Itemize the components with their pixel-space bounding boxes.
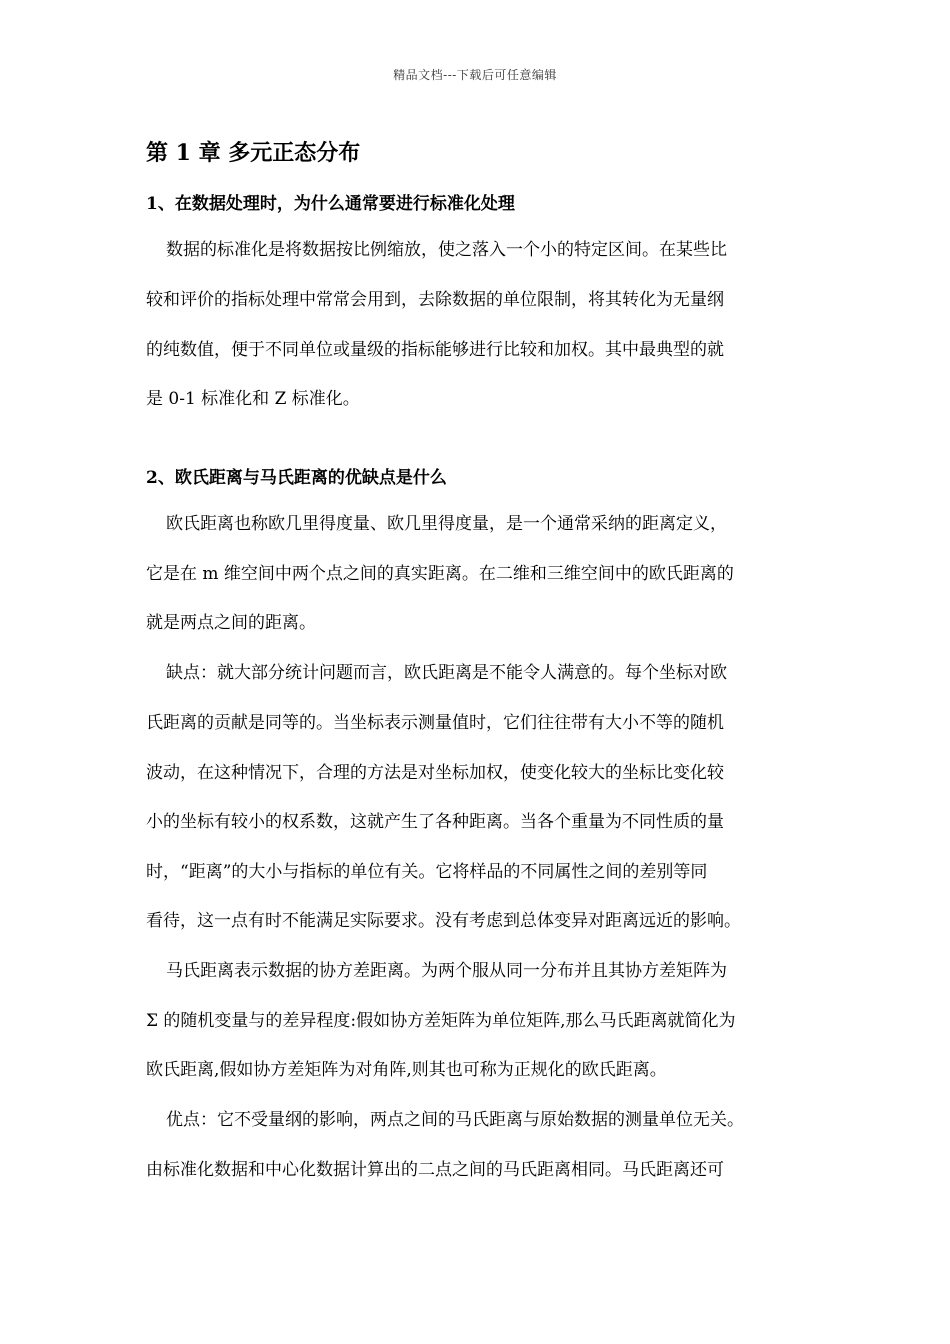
- paragraph-line: 缺点：就大部分统计问题而言，欧氏距离是不能令人满意的。每个坐标对欧: [166, 663, 727, 683]
- paragraph-line: 看待，这一点有时不能满足实际要求。没有考虑到总体变异对距离远近的影响。: [146, 911, 741, 931]
- paragraph-line: 欧氏距离,假如协方差矩阵为对角阵,则其也可称为正规化的欧氏距离。: [146, 1060, 667, 1080]
- paragraph-line: 小的坐标有较小的权系数，这就产生了各种距离。当各个重量为不同性质的量: [146, 812, 724, 832]
- paragraph-line: 较和评价的指标处理中常常会用到，去除数据的单位限制，将其转化为无量纲: [146, 290, 724, 310]
- paragraph-line: 优点：它不受量纲的影响，两点之间的马氏距离与原始数据的测量单位无关。: [166, 1110, 744, 1130]
- paragraph-line: 的纯数值，便于不同单位或量级的指标能够进行比较和加权。其中最典型的就: [146, 340, 724, 360]
- paragraph-line: 氏距离的贡献是同等的。当坐标表示测量值时，它们往往带有大小不等的随机: [146, 713, 724, 733]
- chapter-title: 第 1 章 多元正态分布: [146, 140, 361, 166]
- page-header: 精品文档---下载后可任意编辑: [393, 68, 557, 82]
- paragraph-line: 马氏距离表示数据的协方差距离。为两个服从同一分布并且其协方差矩阵为: [166, 961, 727, 981]
- section-heading: 1、在数据处理时，为什么通常要进行标准化处理: [146, 194, 515, 214]
- paragraph-line: 是 0-1 标准化和 Z 标准化。: [146, 389, 360, 409]
- paragraph-line: 它是在 m 维空间中两个点之间的真实距离。在二维和三维空间中的欧氏距离的: [146, 564, 734, 584]
- paragraph-line: Σ 的随机变量与的差异程度:假如协方差矩阵为单位矩阵,那么马氏距离就简化为: [146, 1011, 736, 1031]
- paragraph-line: 由标准化数据和中心化数据计算出的二点之间的马氏距离相同。马氏距离还可: [146, 1160, 724, 1180]
- paragraph-line: 欧氏距离也称欧几里得度量、欧几里得度量，是一个通常采纳的距离定义，: [166, 514, 727, 534]
- paragraph-line: 时，“距离”的大小与指标的单位有关。它将样品的不同属性之间的差别等同: [146, 862, 708, 882]
- section-heading: 2、欧氏距离与马氏距离的优缺点是什么: [146, 468, 447, 488]
- paragraph-line: 数据的标准化是将数据按比例缩放，使之落入一个小的特定区间。在某些比: [166, 240, 727, 260]
- paragraph-line: 波动，在这种情况下，合理的方法是对坐标加权，使变化较大的坐标比变化较: [146, 763, 724, 783]
- paragraph-line: 就是两点之间的距离。: [146, 613, 316, 633]
